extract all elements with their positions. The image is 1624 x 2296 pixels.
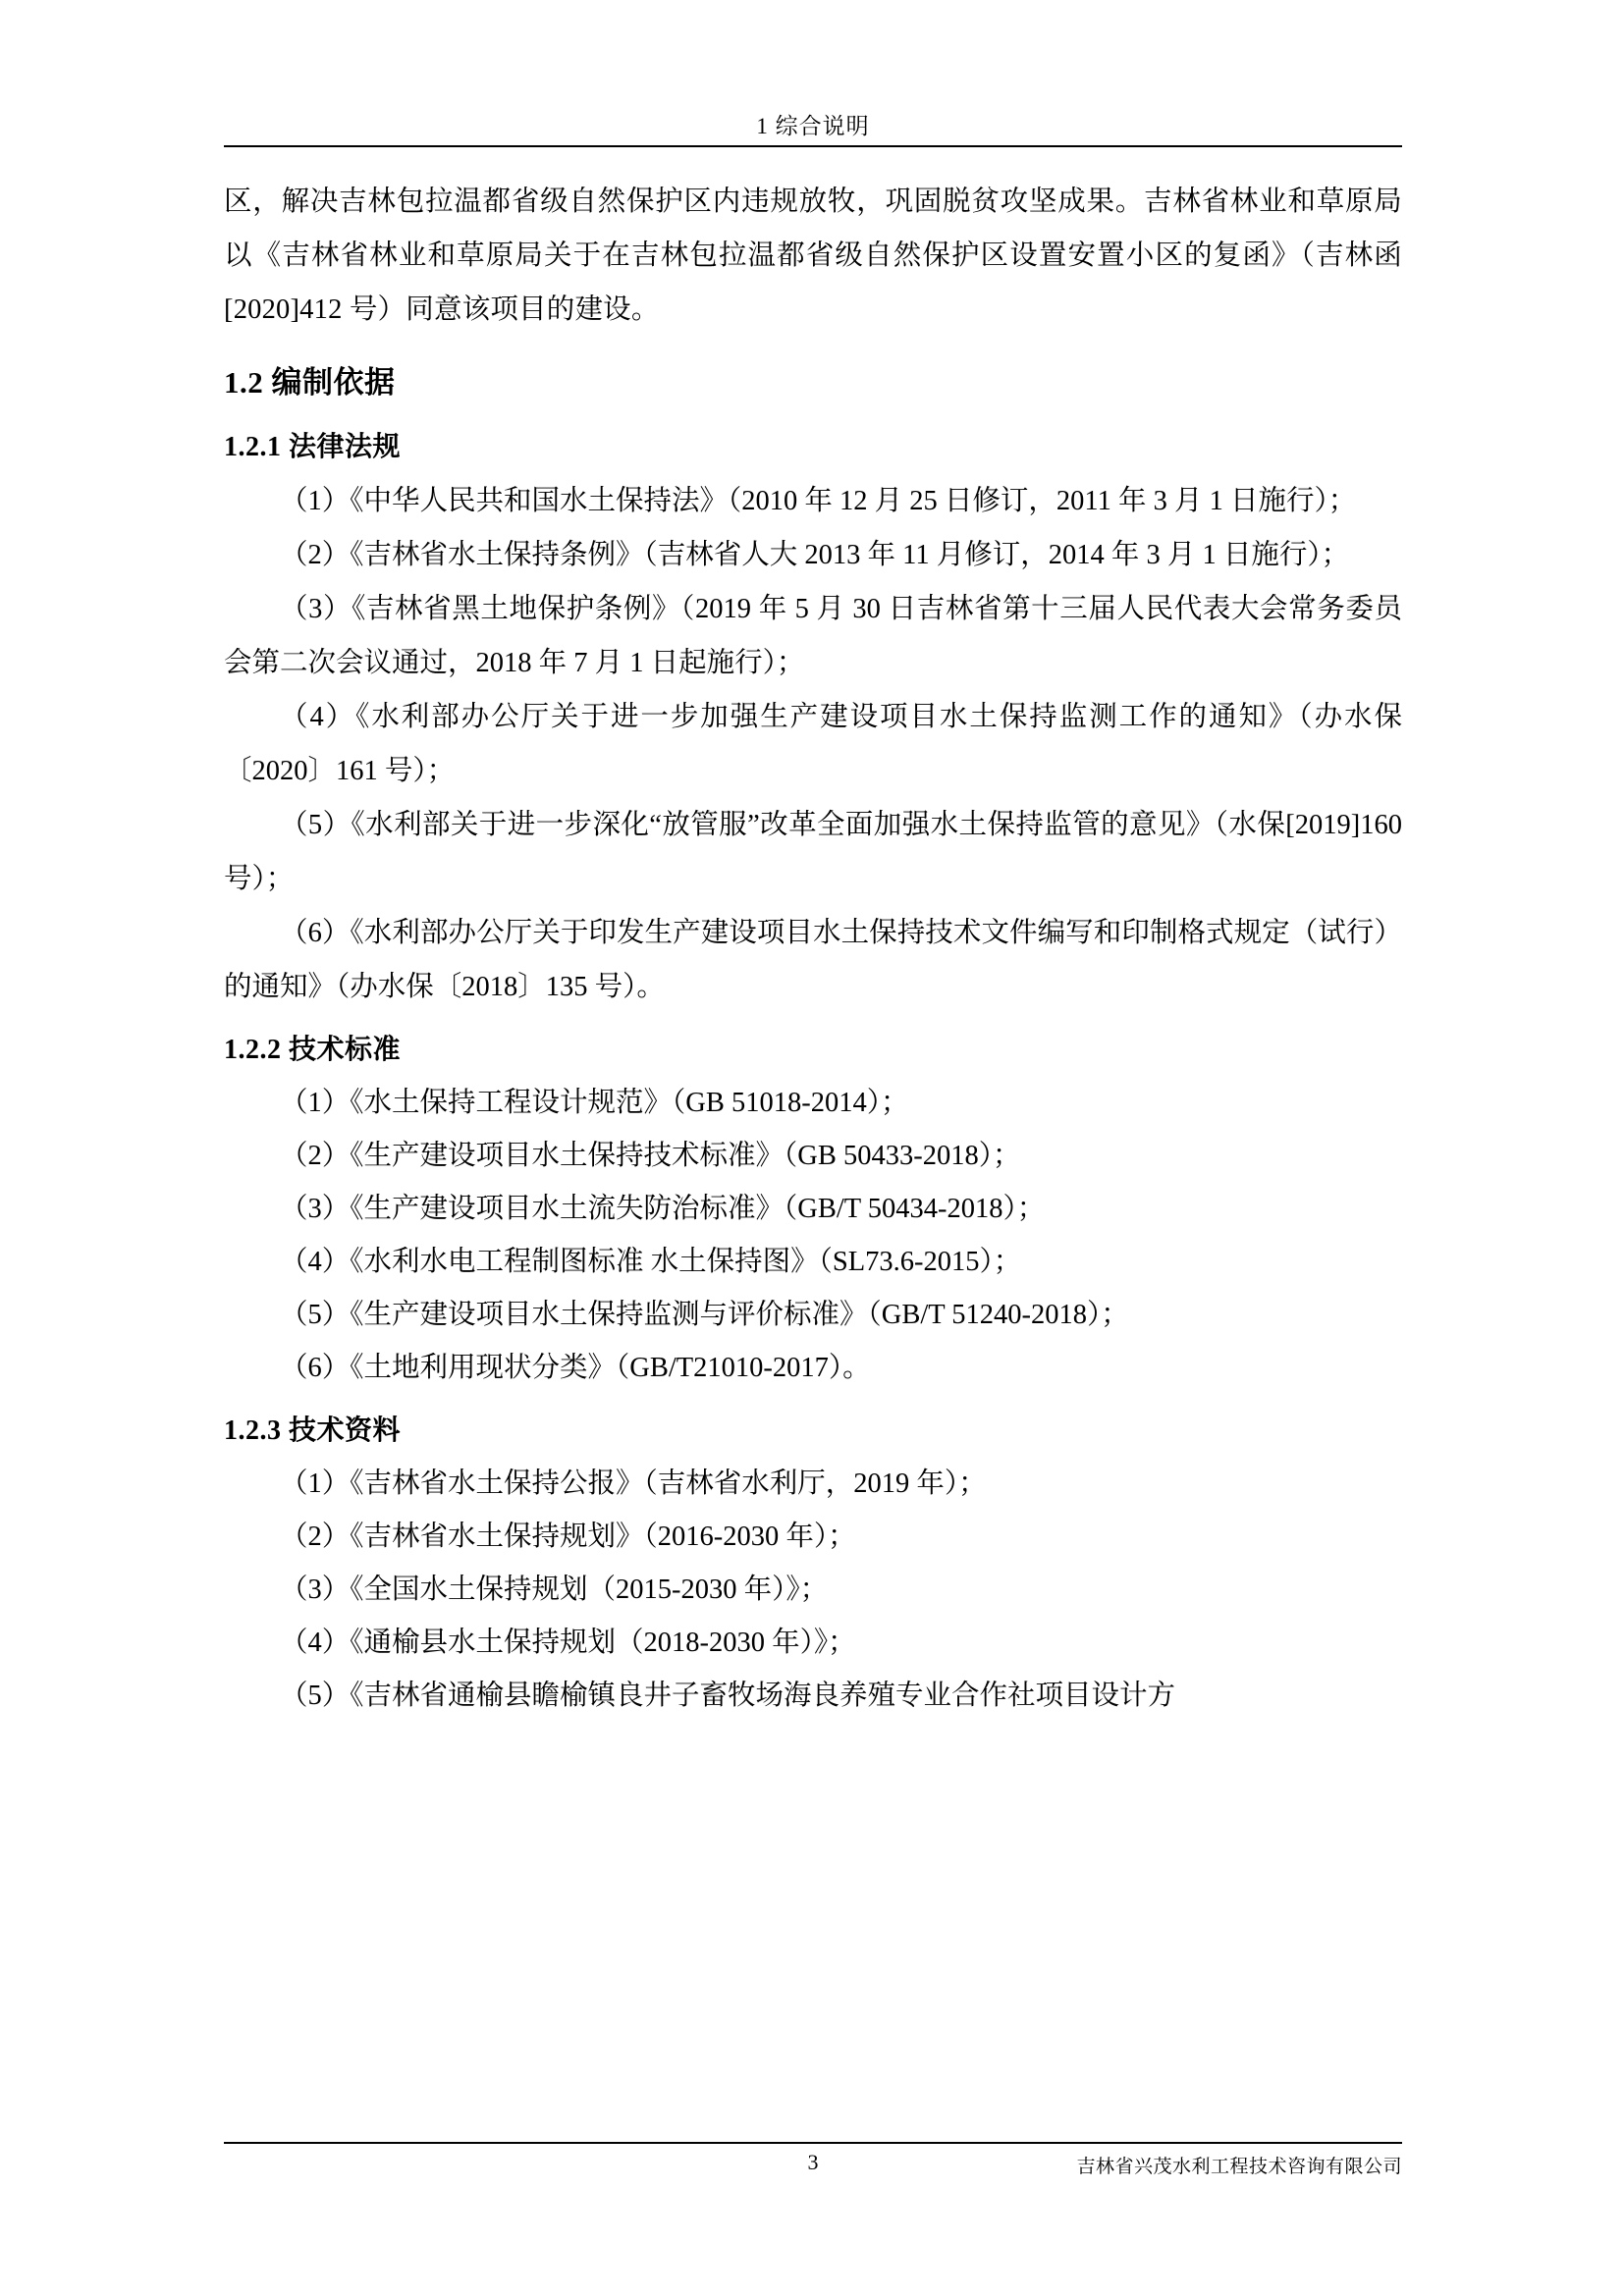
page-number: 3: [807, 2150, 819, 2174]
opening-paragraph: 区，解决吉林包拉温都省级自然保护区内违规放牧，巩固脱贫攻坚成果。吉林省林业和草原局以《吉林省林业和草原局关于在吉林包拉温都省级自然保护区设置安置小区的复函》（吉林函[2020]412 号）同意该项目的建设。: [224, 187, 1402, 325]
list-item: （3）《全国水土保持规划（2015-2030 年）》；: [280, 1575, 829, 1605]
list-item: （6）《土地利用现状分类》（GB/T21010-2017）。: [280, 1353, 871, 1383]
footer-divider: [224, 2142, 1402, 2144]
list-item: （1）《水土保持工程设计规范》（GB 51018-2014）；: [280, 1088, 909, 1118]
heading-1-2-2: 1.2.2 技术标准: [224, 1035, 402, 1065]
list-item: （2）《吉林省水土保持条例》（吉林省人大 2013 年 11 月修订，2014 年 3 月 1 日施行）；: [280, 540, 1350, 570]
running-header: 1 综合说明: [756, 114, 870, 138]
heading-1-2: 1.2 编制依据: [224, 365, 396, 400]
header-divider: [224, 145, 1402, 147]
list-item: （5）《生产建设项目水土保持监测与评价标准》（GB/T 51240-2018）；: [280, 1300, 1129, 1330]
list-item: （5）《吉林省通榆县瞻榆镇良井子畜牧场海良养殖专业合作社项目设计方: [280, 1681, 1176, 1711]
list-item: （4）《水利部办公厅关于进一步加强生产建设项目水土保持监测工作的通知》（办水保〔2020〕161 号）；: [224, 702, 1402, 786]
heading-1-2-1: 1.2.1 法律法规: [224, 432, 402, 462]
list-item: （4）《水利水电工程制图标准 水土保持图》（SL73.6-2015）；: [280, 1247, 1022, 1277]
list-item: （1）《吉林省水土保持公报》（吉林省水利厅，2019 年）；: [280, 1468, 987, 1499]
list-item: （1）《中华人民共和国水土保持法》（2010 年 12 月 25 日修订，2011 年 3 月 1 日施行）；: [280, 486, 1357, 516]
list-item: （2）《生产建设项目水土保持技术标准》（GB 50433-2018）；: [280, 1141, 1021, 1171]
list-item: （2）《吉林省水土保持规划》（2016-2030 年）；: [280, 1522, 856, 1552]
page-footer: [224, 2150, 1402, 2189]
heading-1-2-3: 1.2.3 技术资料: [224, 1415, 402, 1446]
list-item: （5）《水利部关于进一步深化“放管服”改革全面加强水土保持监管的意见》（水保[2019]160 号）；: [224, 810, 1402, 894]
list-item: （6）《水利部办公厅关于印发生产建设项目水土保持技术文件编写和印制格式规定（试行）的通知》（办水保〔2018〕135 号）。: [224, 918, 1402, 1002]
page-body: [224, 175, 1402, 1723]
list-item: （4）《通榆县水土保持规划（2018-2030 年）》；: [280, 1628, 856, 1658]
footer-company-name: 吉林省兴茂水利工程技术咨询有限公司: [1076, 2156, 1402, 2177]
list-item: （3）《生产建设项目水土流失防治标准》（GB/T 50434-2018）；: [280, 1194, 1046, 1224]
list-item: （3）《吉林省黑土地保护条例》（2019 年 5 月 30 日吉林省第十三届人民代表大会常务委员会第二次会议通过，2018 年 7 月 1 日起施行）；: [224, 594, 1402, 678]
